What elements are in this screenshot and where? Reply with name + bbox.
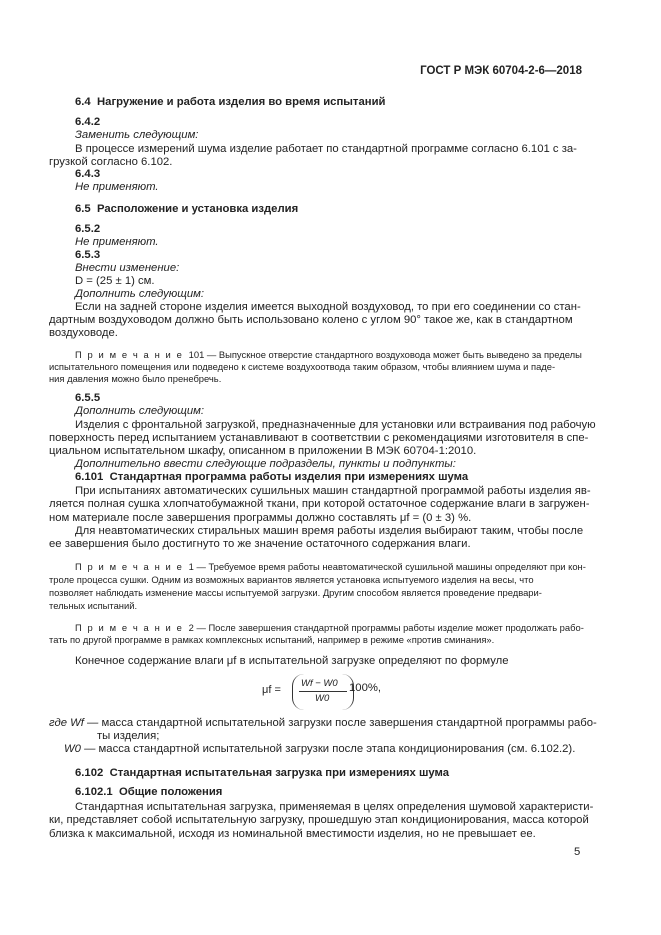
moisture-content-formula	[262, 670, 382, 714]
clause-6-5-3-para-line-3: воздуховоде.	[49, 327, 118, 339]
formula-rhs: 100%,	[349, 682, 382, 694]
section-number: 6.5	[75, 203, 91, 215]
where-wf-text: масса стандартной испытательной загрузки после завершения стандартной программы рабо-	[101, 717, 597, 729]
section-number: 6.101	[75, 471, 104, 483]
moisture-formula-intro: Конечное содержание влаги μf в испытательной загрузке определяют по формуле	[75, 655, 509, 667]
document-id: ГОСТ Р МЭК 60704-2-6—2018	[420, 65, 582, 77]
clause-6-4-3-text: Не применяют.	[75, 181, 159, 193]
note-label: П р и м е ч а н и е	[75, 622, 184, 633]
clause-6-5-2-text: Не применяют.	[75, 236, 159, 248]
additional-subsections-instruction: Дополнительно ввести следующие подразделы, пункты и подпункты:	[75, 458, 456, 470]
where-w0-line	[64, 742, 575, 756]
clause-6-102-1-heading	[75, 785, 222, 799]
clause-6-5-5-number: 6.5.5	[75, 392, 101, 404]
where-wf-symbol: где Wf —	[49, 717, 99, 729]
section-number: 6.4	[75, 96, 91, 108]
section-title: Стандартная программа работы изделия при измерениях шума	[109, 471, 469, 483]
clause-6-102-1-line-3: близка к максимальной, исходя из номинальной вместимости изделия, но не превышает ее.	[49, 828, 536, 840]
note-2-line-2: тать по другой программе в рамках комплексных испытаний, например в режиме «против сминания».	[49, 634, 495, 645]
clause-6-5-3-distance: D = (25 ± 1) см.	[75, 275, 155, 287]
section-6-4-heading	[75, 95, 385, 109]
note-1-line-1	[75, 561, 586, 573]
clause-title: Общие положения	[118, 786, 223, 798]
fraction-bar	[299, 691, 347, 692]
clause-6-101-para-1-line-1: При испытаниях автоматических сушильных машин стандартной программой работы изделия яв-	[75, 485, 591, 497]
clause-6-101-para-1-line-2: ляется полная сушка хлопчатобумажной ткани, при которой остаточное содержание влаги в загружен-	[49, 498, 590, 510]
section-number: 6.102	[75, 767, 104, 779]
section-6-102-heading	[75, 766, 449, 780]
note-1-line-4: тельных испытаний.	[49, 600, 138, 611]
note-101-line-2: испытательного помещения или подведено к системе воздухоотвода таким образом, чтобы влиянием шума и паде-	[49, 361, 556, 372]
clause-6-102-1-line-2: ки, представляет собой испытательную загрузку, прошедшую этап кондиционирования, масса которой	[49, 814, 589, 826]
note-1-line-3: позволяет наблюдать изменение массы испытуемой загрузки. Другим способом является проведение предвари-	[49, 587, 542, 598]
clause-6-5-2-number: 6.5.2	[75, 223, 101, 235]
clause-6-5-3-number: 6.5.3	[75, 249, 101, 261]
clause-6-5-3-para-line-1: Если на задней стороне изделия имеется выходной воздуховод, то при его соединении со стан-	[75, 301, 581, 313]
section-6-5-heading	[75, 202, 298, 216]
note-1-line-2: троле процесса сушки. Одним из возможных вариантов является установка испытуемого изделия на весы, что	[49, 574, 534, 585]
note-label: П р и м е ч а н и е	[75, 561, 184, 572]
clause-6-5-5-instruction: Дополнить следующим:	[75, 405, 205, 417]
clause-6-5-3-instruction: Внести изменение:	[75, 262, 180, 274]
clause-6-5-5-para-line-2: поверхность перед испытанием устанавливают в соответствии с рекомендациями изготовителя в спе-	[49, 432, 589, 444]
clause-6-4-2-line-2: грузкой согласно 6.102.	[49, 156, 173, 168]
clause-6-4-2-number: 6.4.2	[75, 116, 101, 128]
page-number: 5	[574, 846, 581, 858]
formula-fraction	[292, 674, 354, 710]
note-101-line-1	[75, 349, 582, 361]
section-title: Нагружение и работа изделия во время испытаний	[97, 96, 386, 108]
clause-6-5-3-add-instruction: Дополнить следующим:	[75, 288, 205, 300]
formula-denominator: W0	[315, 693, 330, 704]
clause-6-5-5-para-line-3: циальном испытательном шкафу, описанном в приложении B МЭК 60704-1:2010.	[49, 445, 477, 457]
clause-6-4-2-instruction: Заменить следующим:	[75, 129, 199, 141]
note-label: П р и м е ч а н и е	[75, 349, 184, 360]
where-w0-text: масса стандартной испытательной загрузки после этапа кондиционирования (см. 6.102.2).	[98, 743, 576, 755]
where-wf-line-1	[49, 716, 597, 730]
clause-number: 6.102.1	[75, 786, 113, 798]
section-6-101-heading	[75, 470, 468, 484]
section-title: Стандартная испытательная загрузка при измерениях шума	[109, 767, 449, 779]
clause-6-4-2-line-1: В процессе измерений шума изделие работает по стандартной программе согласно 6.101 с за-	[75, 143, 577, 155]
clause-6-101-para-2-line-2: ее завершения было достигнуто то же значение остаточного содержания влаги.	[49, 538, 471, 550]
clause-6-101-para-1-line-3: ном материале после завершения программы должно составлять μf = (0 ± 3) %.	[49, 512, 472, 524]
clause-6-4-3-number: 6.4.3	[75, 168, 101, 180]
where-wf-line-2: ты изделия;	[97, 730, 160, 742]
note-text: 2 — После завершения стандартной программы работы изделие может продолжать рабо-	[188, 622, 584, 633]
clause-6-102-1-line-1: Стандартная испытательная загрузка, применяемая в целях определения шумовой характеристи-	[75, 801, 594, 813]
clause-6-5-5-para-line-1: Изделия с фронтальной загрузкой, предназначенные для установки или встраивания под рабочую	[75, 419, 596, 431]
clause-6-101-para-2-line-1: Для неавтоматических стиральных машин время работы изделия выбирают таким, чтобы после	[75, 525, 584, 537]
note-text: 101 — Выпускное отверстие стандартного воздуховода может быть выведено за пределы	[188, 349, 582, 360]
note-101-line-3: ния давления можно было пренебречь.	[49, 373, 222, 384]
clause-6-5-3-para-line-2: дартным воздуховодом должно быть использовано колено с углом 90° такое же, как в стандартном	[49, 314, 573, 326]
note-2-line-1	[75, 622, 584, 634]
where-w0-symbol: W0 —	[64, 743, 96, 755]
formula-lhs: μf =	[262, 684, 281, 696]
formula-numerator: Wf − W0	[301, 678, 338, 689]
note-text: 1 — Требуемое время работы неавтоматической сушильной машины определяют при кон-	[188, 561, 586, 572]
section-title: Расположение и установка изделия	[97, 203, 299, 215]
